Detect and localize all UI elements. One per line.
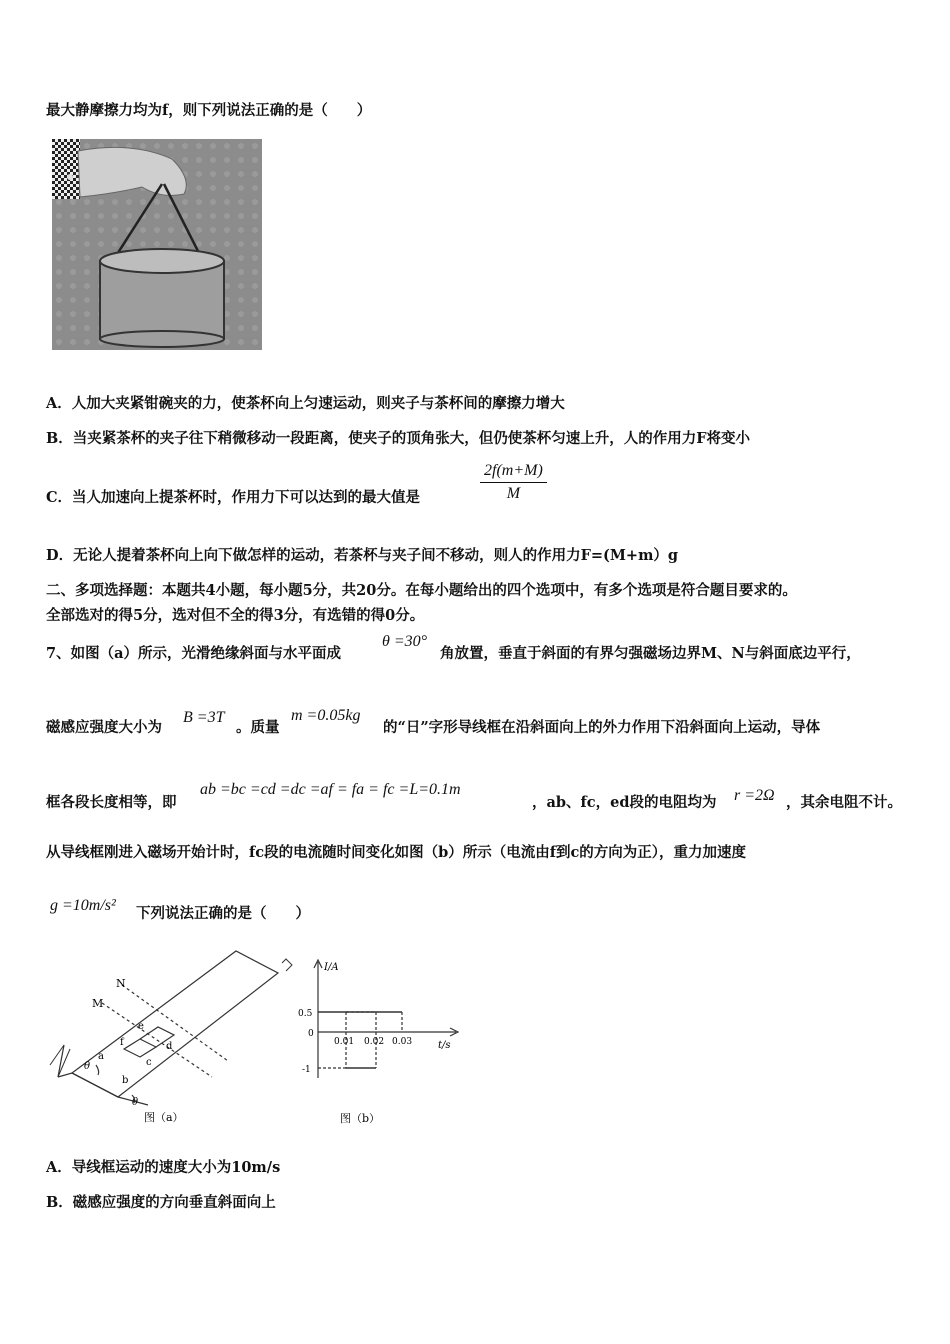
fraction-denominator: M — [506, 485, 521, 502]
section-header: 二、多项选择题：本题共4小题，每小题5分，共20分。在每小题给出的四个选项中，有多个选项是符合题目要求的。 — [46, 582, 797, 599]
q7-line2: 磁感应强度大小为 — [46, 719, 162, 736]
figure-b-xlabel: t/s — [438, 1040, 451, 1051]
math-theta: θ =30° — [382, 633, 428, 650]
math-b-field: B =3T — [183, 709, 225, 726]
option-c: C．当人加速向上提茶杯时，作用力下可以达到的最大值是 — [46, 489, 421, 506]
figure-b-ylabel: I/A — [324, 962, 339, 973]
label-a: a — [98, 1051, 104, 1062]
label-m: M — [92, 997, 104, 1010]
tea-cup-photo — [52, 139, 262, 350]
figure-a-caption: 图（a） — [144, 1111, 184, 1124]
question-tail-text: 最大静摩擦力均为f，则下列说法正确的是（ ） — [46, 102, 372, 119]
math-gravity: g =10m/s² — [50, 897, 116, 914]
ytick-0-5: 0.5 — [298, 1009, 313, 1019]
math-segments: ab =bc =cd =dc =af = fa = fc =L=0.1m — [200, 781, 461, 798]
ytick-neg1: -1 — [302, 1065, 311, 1075]
fraction-formula — [480, 460, 547, 505]
q7-line2-cont: 的“日”字形导线框在沿斜面向上的外力作用下沿斜面向上运动，导体 — [383, 719, 821, 736]
label-e: e — [138, 1021, 144, 1032]
q7-line2-mass: 。质量 — [236, 719, 280, 736]
figure-a-incline — [40, 945, 300, 1125]
option-b: B．当夹紧茶杯的夹子往下稍微移动一段距离，使夹子的顶角张大，但仍使茶杯匀速上升，人的作用力F将变小 — [46, 430, 751, 447]
label-c: c — [146, 1057, 152, 1068]
q7-line5: 下列说法正确的是（ ） — [136, 905, 310, 922]
label-theta-1: θ — [84, 1061, 91, 1072]
fraction-numerator: 2f(m+M) — [480, 460, 547, 483]
label-n: N — [116, 977, 126, 990]
math-resistance: r =2Ω — [734, 787, 775, 804]
option-d: D．无论人提着茶杯向上向下做怎样的运动，若茶杯与夹子间不移动，则人的作用力F=(M+m）g — [46, 547, 679, 564]
q7-line3-cont: ，其余电阻不计。 — [786, 794, 902, 811]
label-b: b — [122, 1075, 129, 1086]
xtick-0-03: 0.03 — [392, 1037, 413, 1047]
q7-line1-cont: 角放置，垂直于斜面的有界匀强磁场边界M、N与斜面底边平行， — [440, 645, 861, 662]
q7-line1: 7、如图（a）所示，光滑绝缘斜面与水平面成 — [46, 645, 341, 662]
xtick-0-01: 0.01 — [334, 1037, 355, 1047]
figure-b-caption: 图（b） — [340, 1112, 381, 1125]
option-a: A．人加大夹紧钳碗夹的力，使茶杯向上匀速运动，则夹子与茶杯间的摩擦力增大 — [46, 395, 565, 412]
q7-option-a: A．导线框运动的速度大小为10m/s — [46, 1159, 281, 1176]
label-d: d — [166, 1041, 173, 1052]
label-theta-2: θ — [132, 1097, 139, 1108]
q7-line3-resist: ，ab、fc，ed段的电阻均为 — [532, 794, 717, 811]
q7-line4: 从导线框刚进入磁场开始计时，fc段的电流随时间变化如图（b）所示（电流由f到c的方向为正），重力加速度 — [46, 844, 747, 861]
xtick-0-02: 0.02 — [364, 1037, 385, 1047]
figure-b-current-graph — [292, 950, 472, 1125]
q7-option-b: B．磁感应强度的方向垂直斜面向上 — [46, 1194, 276, 1211]
q7-line3: 框各段长度相等，即 — [46, 794, 177, 811]
section-header-cont: 全部选对的得5分，选对但不全的得3分，有选错的得0分。 — [46, 607, 425, 624]
label-f: f — [120, 1037, 124, 1048]
math-mass: m =0.05kg — [291, 707, 361, 724]
ytick-0: 0 — [308, 1029, 314, 1039]
